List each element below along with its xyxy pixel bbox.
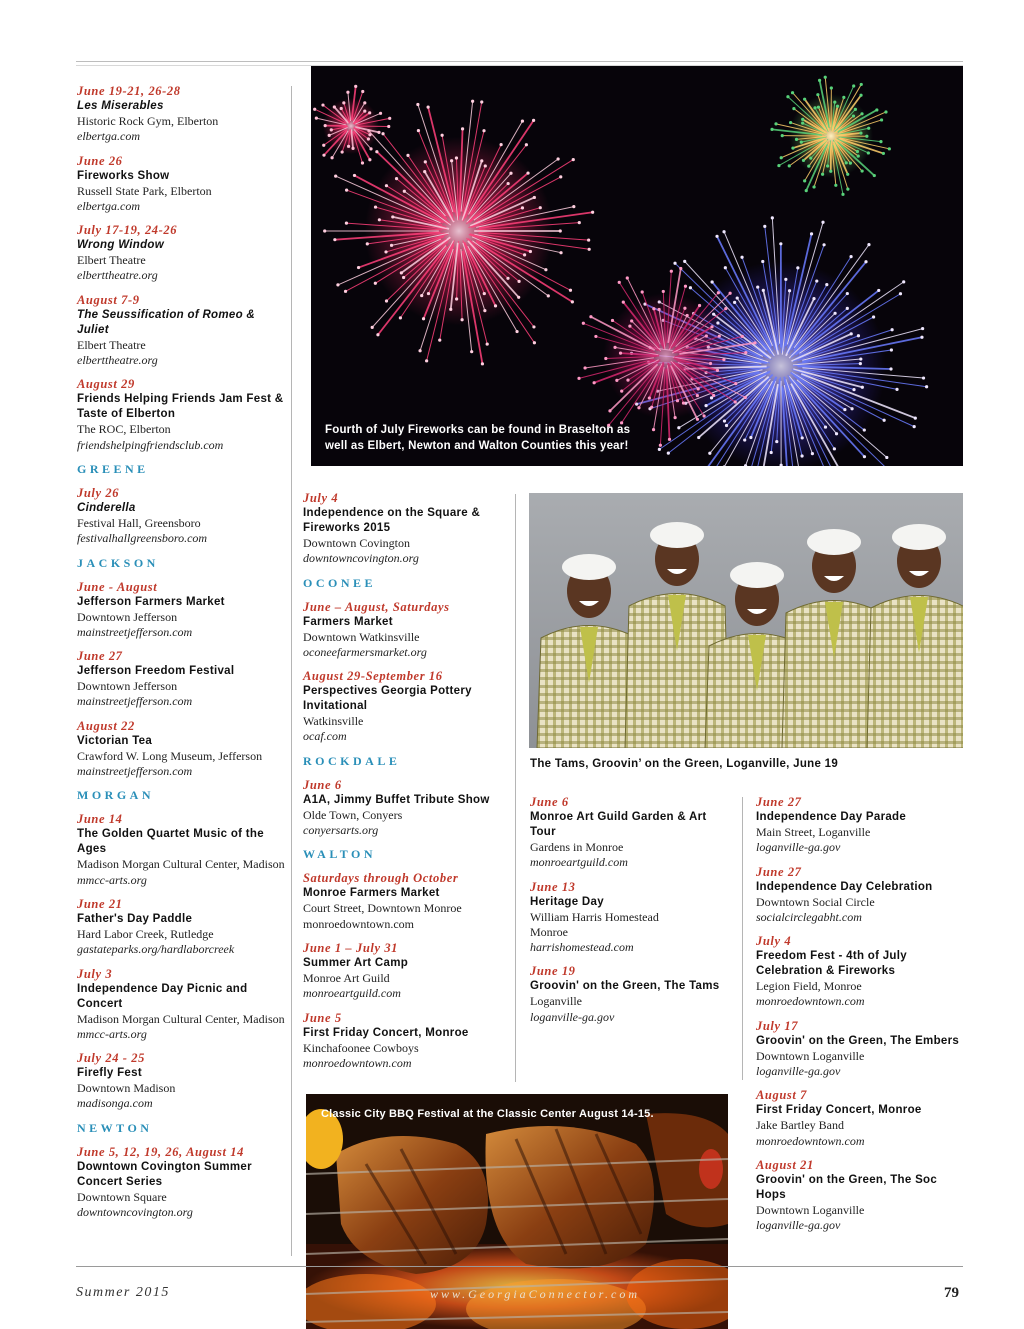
fireworks-caption: Fourth of July Fireworks can be found in Braselton as well as Elbert, Newton and Walton Counties this year! <box>325 424 631 452</box>
event-location: Hard Labor Creek, Rutledge <box>77 926 214 941</box>
county-heading-morgan: MORGAN <box>77 788 154 803</box>
event-title: Groovin' on the Green, The Embers <box>756 1034 960 1047</box>
event-website-link[interactable]: monroedowntown.com <box>756 994 865 1009</box>
event-location: Legion Field, Monroe <box>756 979 862 994</box>
fireworks-photo <box>311 66 963 466</box>
event-website-link[interactable]: loganville-ga.gov <box>756 840 841 855</box>
event-listing <box>530 964 730 1025</box>
event-location: Russell State Park, Elberton <box>77 183 212 198</box>
event-date: June 19 <box>530 964 576 979</box>
event-location: Downtown Square <box>77 1189 167 1204</box>
event-listing <box>77 1051 287 1112</box>
event-website-link[interactable]: oconeefarmersmarket.org <box>303 644 427 659</box>
event-date: July 4 <box>303 491 339 505</box>
event-location: Madison Morgan Cultural Center, Madison <box>77 1011 285 1026</box>
event-location: Gardens in Monroe <box>530 840 624 854</box>
tams-caption: The Tams, Groovin’ on the Green, Loganville, June 19 <box>530 758 839 770</box>
events-column-3 <box>530 795 730 1034</box>
event-listing <box>756 795 966 856</box>
event-listing <box>303 669 503 745</box>
event-listing <box>756 1019 966 1080</box>
event-listing <box>77 719 287 780</box>
event-location: Watkinsville <box>303 714 364 729</box>
event-date: June 27 <box>756 795 802 809</box>
event-date: August 21 <box>756 1157 814 1172</box>
event-website-link[interactable]: loganville-ga.gov <box>756 1064 841 1079</box>
event-website-link[interactable]: monroedowntown.com <box>756 1133 865 1148</box>
event-date: June - August <box>77 579 158 594</box>
event-title: Friends Helping Friends Jam Fest & Taste of Elberton <box>77 393 284 421</box>
event-location: Downtown Social Circle <box>756 894 875 909</box>
event-date: July 4 <box>756 934 792 949</box>
event-listing <box>77 897 287 958</box>
event-website-link[interactable]: conyersarts.org <box>303 823 379 838</box>
event-website-link[interactable]: monroedowntown.com <box>303 1055 412 1070</box>
event-website-link[interactable]: madisonga.com <box>77 1096 153 1111</box>
event-location: Kinchafoonee Cowboys <box>303 1040 419 1055</box>
event-listing <box>303 871 503 932</box>
event-location: Crawford W. Long Museum, Jefferson <box>77 748 263 763</box>
event-location: Festival Hall, Greensboro <box>77 515 201 530</box>
event-location: Downtown Jefferson <box>77 679 178 694</box>
event-website-link[interactable]: elberttheatre.org <box>77 353 158 368</box>
event-title: Groovin' on the Green, The Soc Hops <box>756 1173 938 1201</box>
event-website-link[interactable]: monroeartguild.com <box>303 986 401 1001</box>
event-listing <box>756 1088 966 1149</box>
event-location: The ROC, Elberton <box>77 422 171 437</box>
event-location: William Harris Homestead <box>530 909 659 924</box>
event-title: Groovin' on the Green, The Tams <box>530 980 720 993</box>
event-title: Monroe Art Guild Garden & Art Tour <box>530 811 707 838</box>
event-title: Independence Day Picnic and Concert <box>77 982 248 1010</box>
event-website-link[interactable]: friendshelpingfriendsclub.com <box>77 437 224 452</box>
event-listing <box>303 1011 503 1072</box>
event-title: Jefferson Farmers Market <box>77 595 225 608</box>
event-listing <box>77 486 287 547</box>
event-listing <box>756 1158 966 1234</box>
event-title: Independence on the Square & Fireworks 2015 <box>303 507 481 534</box>
top-rule <box>76 61 963 62</box>
event-listing <box>530 795 730 871</box>
event-location: Jake Bartley Band <box>756 1118 844 1133</box>
event-location: Downtown Covington <box>303 536 411 550</box>
event-title: Independence Day Celebration <box>756 880 933 893</box>
event-listing <box>756 865 966 926</box>
event-location: Downtown Loganville <box>756 1048 865 1063</box>
event-title: Monroe Farmers Market <box>303 887 440 900</box>
event-date: Saturdays through October <box>303 871 459 886</box>
the-tams-illustration <box>529 493 963 748</box>
event-website-link[interactable]: monroeartguild.com <box>530 855 628 870</box>
event-website-link[interactable]: downtowncovington.org <box>303 551 419 566</box>
event-date: August 22 <box>77 718 135 733</box>
event-website-link[interactable]: mmcc-arts.org <box>77 872 147 887</box>
fireworks-illustration <box>311 66 963 466</box>
event-website-link[interactable]: monroedowntown.com <box>303 916 414 931</box>
event-title: Freedom Fest - 4th of July Celebration & Fireworks <box>756 950 907 978</box>
column-divider-2 <box>515 494 516 1082</box>
event-title: Farmers Market <box>303 615 393 628</box>
event-website-link[interactable]: mainstreetjefferson.com <box>77 624 193 639</box>
event-website-link[interactable]: downtowncovington.org <box>77 1205 193 1220</box>
event-listing <box>77 580 287 641</box>
event-location: Main Street, Loganville <box>756 825 871 839</box>
event-date: June 6 <box>530 795 569 809</box>
event-location: Downtown Loganville <box>756 1202 865 1217</box>
event-location: Downtown Watkinsville <box>303 629 420 644</box>
event-location: Elbert Theatre <box>77 337 146 352</box>
event-date: July 3 <box>77 966 113 981</box>
event-title: The Golden Quartet Music of the Ages <box>77 828 264 856</box>
event-listing <box>77 967 287 1043</box>
event-website-link[interactable]: loganville-ga.gov <box>756 1218 841 1233</box>
event-website-link[interactable]: mmcc-arts.org <box>77 1026 147 1041</box>
event-title: Wrong Window <box>77 239 164 252</box>
event-website-link[interactable]: loganville-ga.gov <box>530 1009 615 1024</box>
event-location: Elbert Theatre <box>77 253 146 268</box>
event-date: July 17-19, 24-26 <box>77 223 178 238</box>
bbq-caption: Classic City BBQ Festival at the Classic Center August 14-15. <box>321 1108 654 1120</box>
event-location: Olde Town, Conyers <box>303 807 403 822</box>
the-tams-photo <box>529 493 963 748</box>
county-heading-greene: GREENE <box>77 461 149 476</box>
column-divider-3 <box>742 797 743 1080</box>
event-title: Jefferson Freedom Festival <box>77 665 235 678</box>
events-column-1 <box>77 84 287 1229</box>
event-date: August 7-9 <box>77 292 140 307</box>
event-title: Cinderella <box>77 501 136 514</box>
event-location: Downtown Madison <box>77 1081 176 1096</box>
event-website-link[interactable]: festivalhallgreensboro.com <box>77 531 208 546</box>
event-date: June 26 <box>77 153 123 168</box>
event-title: Independence Day Parade <box>756 811 907 823</box>
event-website-link[interactable]: gastateparks.org/hardlaborcreek <box>77 942 235 957</box>
event-date: July 24 - 25 <box>77 1051 145 1066</box>
event-title: Victorian Tea <box>77 734 153 747</box>
county-heading-newton: NEWTON <box>77 1120 153 1135</box>
event-title: Perspectives Georgia Pottery Invitational <box>303 685 472 713</box>
event-listing <box>77 649 287 710</box>
county-heading-walton: WALTON <box>303 847 377 862</box>
event-location: Monroe <box>530 924 568 939</box>
event-date: June 5, 12, 19, 26, August 14 <box>77 1144 244 1159</box>
event-location: Loganville <box>530 994 582 1009</box>
event-listing <box>77 377 287 453</box>
event-date: June 5 <box>303 1010 342 1025</box>
event-website-link[interactable]: ocaf.com <box>303 729 347 744</box>
event-listing <box>303 600 503 661</box>
bottom-rule <box>76 1266 963 1267</box>
event-website-link[interactable]: socialcirclegabht.com <box>756 909 862 924</box>
event-date: June – August, Saturdays <box>303 599 450 614</box>
event-date: July 26 <box>77 485 120 500</box>
website-url[interactable]: www.GeorgiaConnector.com <box>430 1287 640 1301</box>
event-title: Summer Art Camp <box>303 956 409 969</box>
event-location: Historic Rock Gym, Elberton <box>77 114 219 128</box>
events-column-2 <box>303 491 503 1080</box>
event-title: Fireworks Show <box>77 169 170 182</box>
county-heading-rockdale: ROCKDALE <box>303 753 401 768</box>
event-title: The Seussification of Romeo & Juliet <box>77 308 256 336</box>
event-date: June 27 <box>77 649 123 664</box>
event-website-link[interactable]: elbertga.com <box>77 129 140 144</box>
event-date: June 13 <box>530 879 576 894</box>
county-heading-oconee: OCONEE <box>303 575 377 590</box>
event-date: June 14 <box>77 812 123 827</box>
event-location: Downtown Jefferson <box>77 609 178 624</box>
event-website-link[interactable]: mainstreetjefferson.com <box>77 694 193 709</box>
event-listing <box>303 941 503 1002</box>
event-listing <box>77 812 287 888</box>
event-listing <box>77 223 287 284</box>
event-listing <box>756 934 966 1010</box>
event-website-link[interactable]: mainstreetjefferson.com <box>77 764 193 779</box>
event-date: August 29 <box>77 377 135 392</box>
event-title: Les Miserables <box>77 100 164 112</box>
event-listing <box>77 1145 287 1221</box>
event-title: Heritage Day <box>530 895 604 908</box>
event-date: June 6 <box>303 777 342 792</box>
event-listing <box>77 154 287 215</box>
event-website-link[interactable]: harrishomestead.com <box>530 940 634 955</box>
event-listing <box>77 293 287 369</box>
event-location: Madison Morgan Cultural Center, Madison <box>77 857 285 872</box>
events-column-4 <box>756 795 966 1243</box>
event-location: Court Street, Downtown Monroe <box>303 901 462 916</box>
event-date: June 21 <box>77 896 123 911</box>
event-date: June 19-21, 26-28 <box>77 84 181 98</box>
event-title: First Friday Concert, Monroe <box>756 1104 922 1117</box>
event-title: A1A, Jimmy Buffet Tribute Show <box>303 793 490 806</box>
column-divider-1 <box>291 86 292 1256</box>
page-number: 79 <box>944 1285 959 1301</box>
event-website-link[interactable]: elbertga.com <box>77 198 140 213</box>
event-website-link[interactable]: elberttheatre.org <box>77 268 158 283</box>
event-listing <box>530 880 730 956</box>
issue-label: Summer 2015 <box>76 1285 170 1300</box>
event-title: First Friday Concert, Monroe <box>303 1026 469 1039</box>
event-date: July 17 <box>756 1018 799 1033</box>
event-date: August 7 <box>756 1088 808 1103</box>
event-listing <box>303 778 503 839</box>
event-listing <box>303 491 503 567</box>
event-listing <box>77 84 287 145</box>
event-title: Downtown Covington Summer Concert Series <box>77 1160 252 1188</box>
event-date: June 27 <box>756 864 802 879</box>
event-location: Monroe Art Guild <box>303 970 390 985</box>
event-title: Firefly Fest <box>77 1067 142 1080</box>
event-date: August 29-September 16 <box>303 669 443 684</box>
event-title: Father's Day Paddle <box>77 912 193 925</box>
event-date: June 1 – July 31 <box>303 940 399 955</box>
county-heading-jackson: JACKSON <box>77 555 159 570</box>
